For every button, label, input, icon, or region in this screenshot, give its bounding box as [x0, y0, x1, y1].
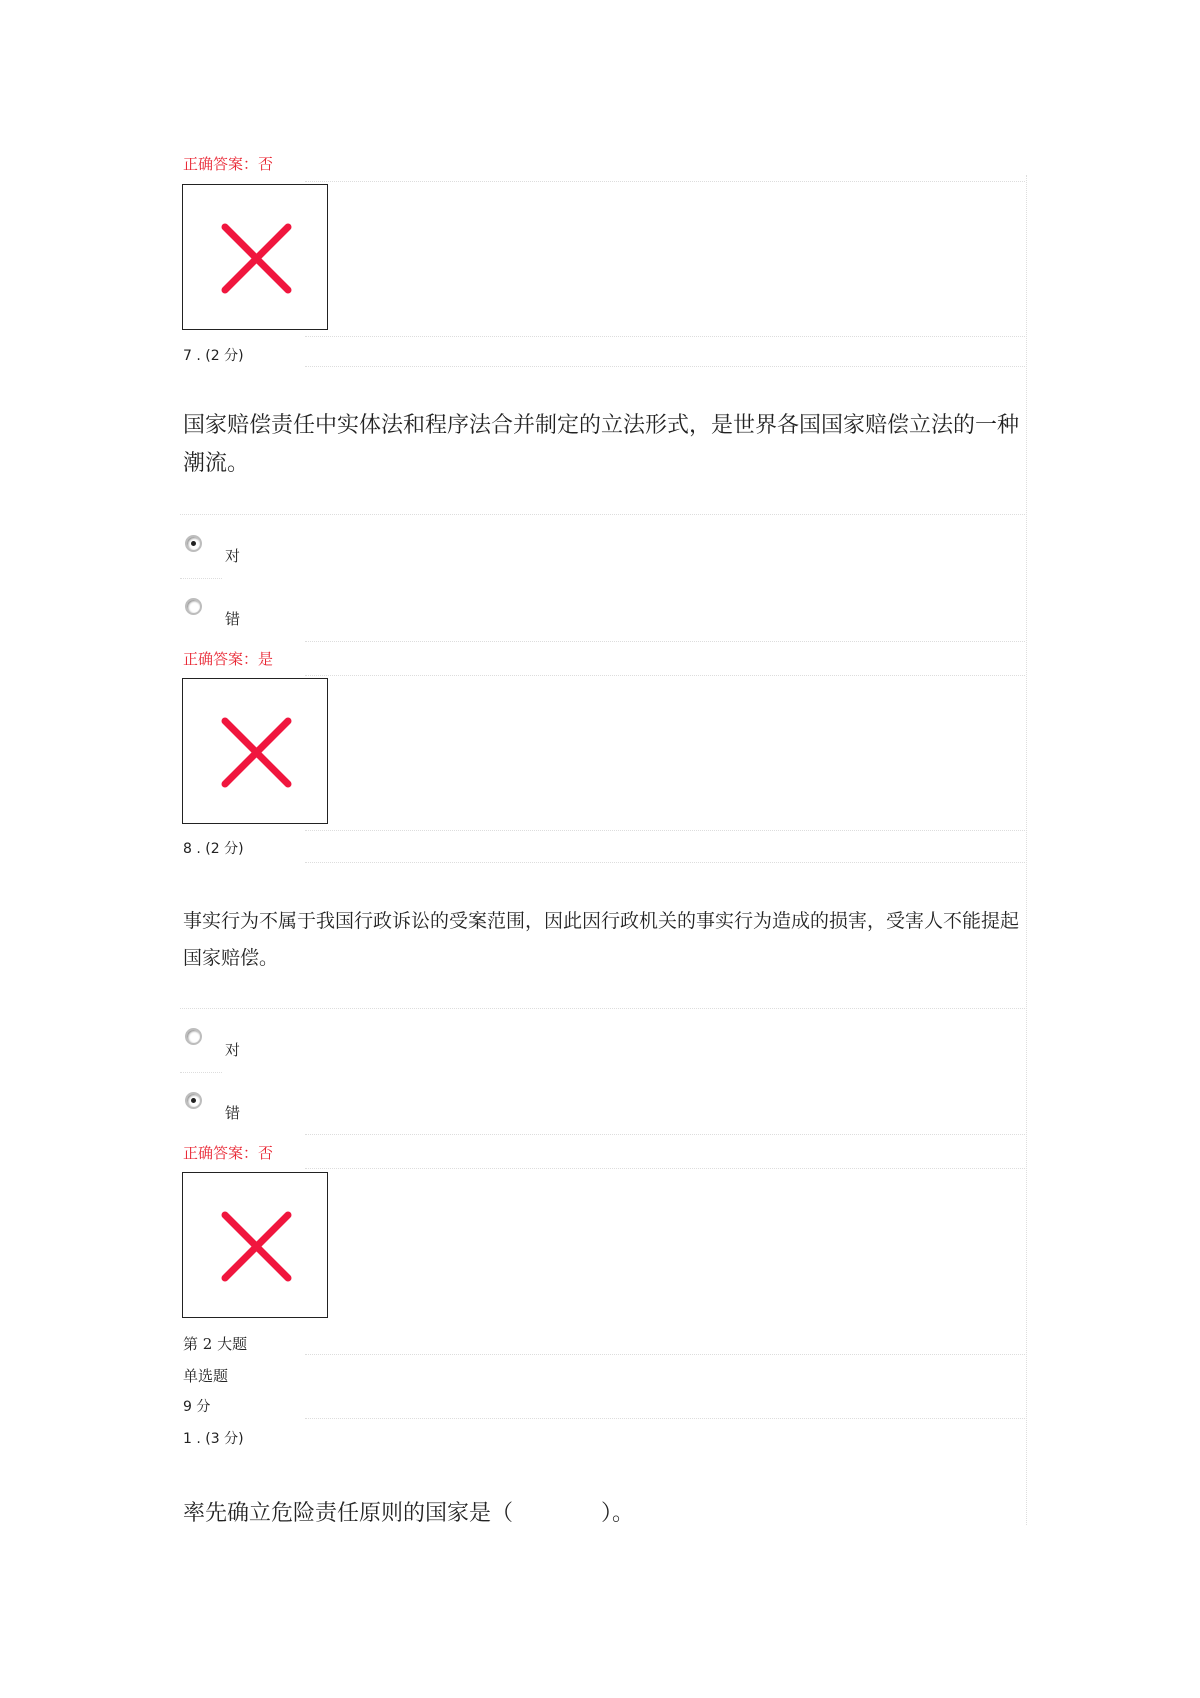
result-box — [182, 678, 328, 824]
section-points: 9 分 — [183, 1399, 211, 1415]
option-label: 错 — [225, 610, 241, 628]
divider — [180, 578, 222, 579]
question-score: 8 . (2 分) — [183, 841, 244, 857]
result-box-prev — [182, 184, 328, 330]
divider — [180, 1008, 1025, 1009]
divider — [305, 1354, 1025, 1355]
cross-icon — [183, 679, 329, 825]
divider — [305, 1418, 1025, 1419]
radio-option-false[interactable] — [185, 1092, 202, 1109]
option-label: 对 — [225, 547, 241, 565]
divider — [305, 862, 1025, 863]
divider — [180, 514, 1025, 515]
option-label: 错 — [225, 1104, 241, 1122]
correct-answer-prev: 正确答案：否 — [183, 155, 274, 173]
cross-icon — [183, 1173, 329, 1319]
right-border — [1026, 175, 1027, 1525]
question-score: 1 . (3 分) — [183, 1431, 244, 1447]
question-score: 7 . (2 分) — [183, 348, 244, 364]
divider — [305, 675, 1025, 676]
section-type: 单选题 — [183, 1367, 229, 1385]
divider — [305, 366, 1025, 367]
divider — [305, 181, 1025, 182]
divider — [305, 336, 1025, 337]
correct-answer: 正确答案：否 — [183, 1144, 274, 1162]
divider — [305, 830, 1025, 831]
divider — [305, 641, 1025, 642]
cross-icon — [183, 185, 329, 331]
radio-option-true[interactable] — [185, 535, 202, 552]
result-box — [182, 1172, 328, 1318]
divider — [305, 1168, 1025, 1169]
radio-option-true[interactable] — [185, 1028, 202, 1045]
correct-answer: 正确答案：是 — [183, 650, 274, 668]
divider — [180, 1072, 222, 1073]
question-text: 国家赔偿责任中实体法和程序法合并制定的立法形式，是世界各国国家赔偿立法的一种潮流。 — [183, 413, 1020, 476]
divider — [305, 1134, 1025, 1135]
radio-option-false[interactable] — [185, 598, 202, 615]
section-title: 第 2 大题 — [183, 1335, 248, 1353]
question-text: 率先确立危险责任原则的国家是（ ）。 — [183, 1501, 635, 1526]
question-text: 事实行为不属于我国行政诉讼的受案范围，因此因行政机关的事实行为造成的损害，受害人不能提起国家赔偿。 — [183, 910, 1020, 969]
option-label: 对 — [225, 1041, 241, 1059]
